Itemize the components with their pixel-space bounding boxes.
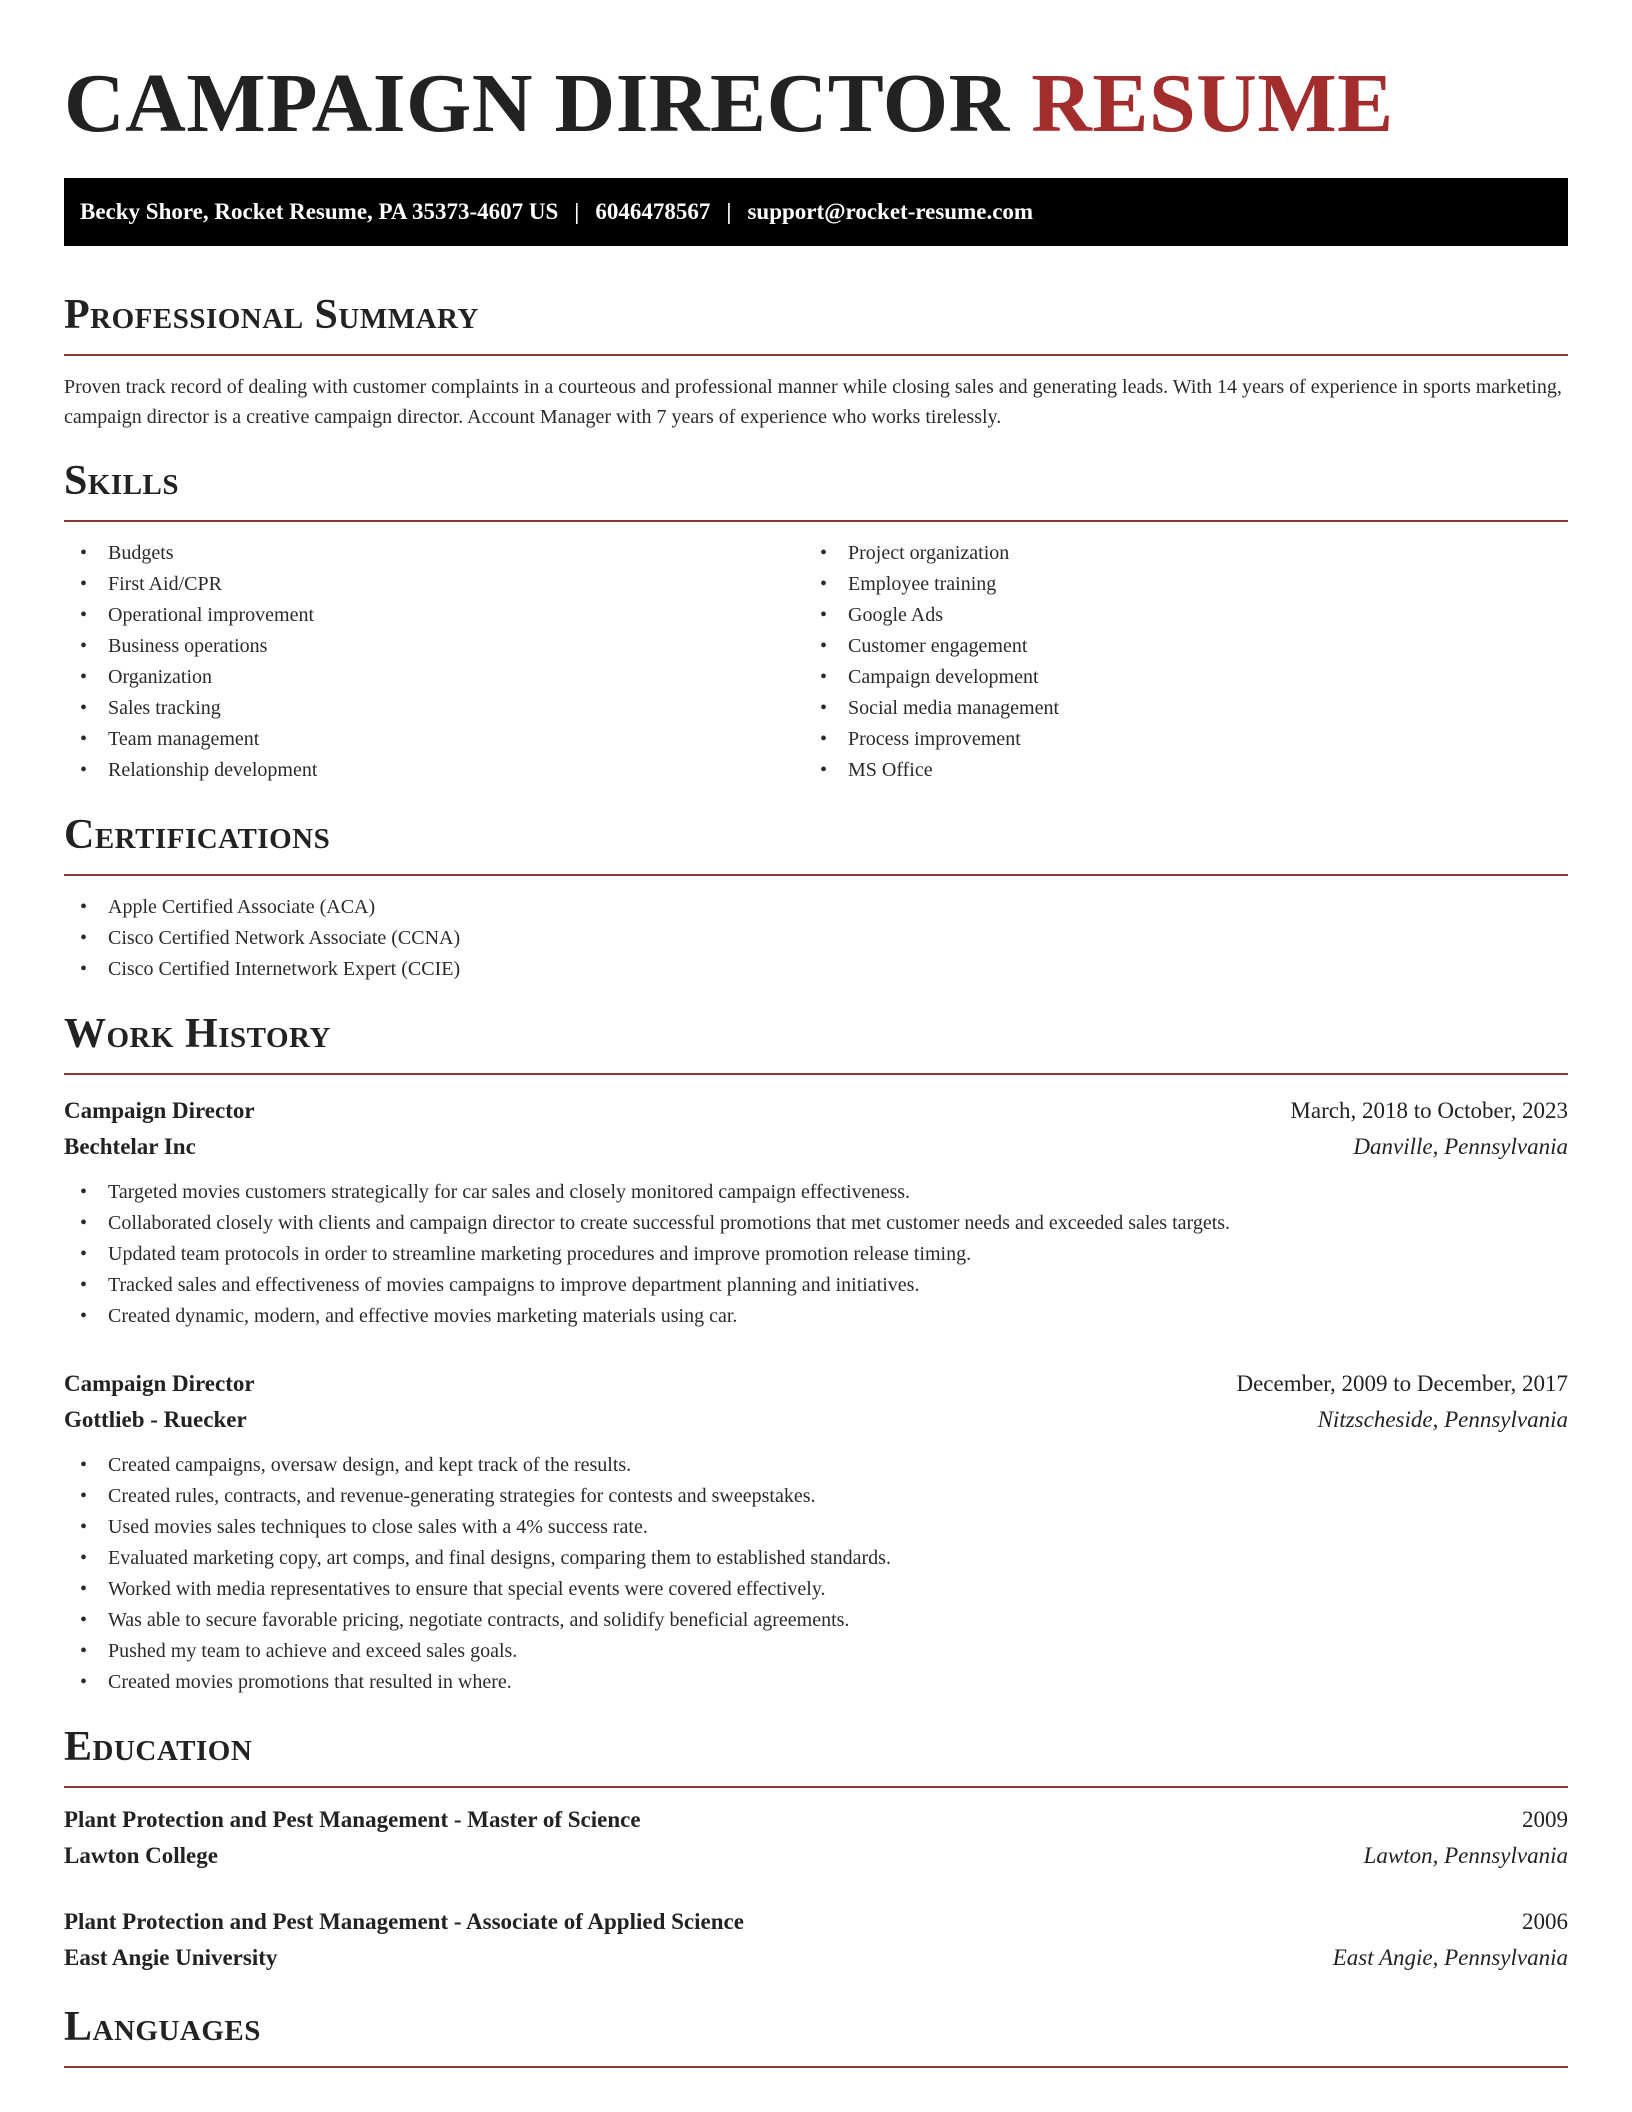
certifications-heading: Certifications [64,812,331,858]
education-degree: Plant Protection and Pest Management - Associate of Applied Science [64,1909,744,1934]
education-location: East Angie, Pennsylvania [1332,1945,1568,1970]
job-dates: March, 2018 to October, 2023 [1290,1098,1568,1123]
education-school: Lawton College [64,1843,218,1868]
job-bullets [64,1450,1568,1698]
contact-separator: | [574,199,580,224]
languages-heading: Languages [64,2004,261,2050]
section-divider [64,1786,1568,1788]
skill-item: • Relationship development [64,755,804,786]
skill-item: • Budgets [64,538,804,569]
section-divider [64,874,1568,876]
contact-bar [64,178,1568,246]
job-dates: December, 2009 to December, 2017 [1236,1371,1568,1396]
section-divider [64,1073,1568,1075]
education-year: 2009 [1522,1807,1568,1832]
skills-list-right [804,538,1544,786]
job-location: Danville, Pennsylvania [1353,1134,1568,1159]
job-entry [64,1366,1568,1698]
section-divider [64,520,1568,522]
job-bullet: • Evaluated marketing copy, art comps, and final designs, comparing them to established standards. [64,1543,1568,1574]
education-location: Lawton, Pennsylvania [1363,1843,1568,1868]
skill-item: • Project organization [804,538,1544,569]
skills-section [64,456,1568,786]
skill-item: • Organization [64,662,804,693]
skill-item: • Operational improvement [64,600,804,631]
skill-item: • Campaign development [804,662,1544,693]
skill-item: • Social media management [804,693,1544,724]
job-bullet: • Pushed my team to achieve and exceed sales goals. [64,1636,1568,1667]
title-accent: RESUME [1031,57,1394,150]
education-year: 2006 [1522,1909,1568,1934]
certification-item: • Apple Certified Associate (ACA) [64,892,1568,923]
job-bullet: • Updated team protocols in order to streamline marketing procedures and improve promotion release timing. [64,1239,1568,1270]
languages-section [64,2002,1568,2068]
skills-grid [64,538,1568,786]
job-bullet: • Created campaigns, oversaw design, and kept track of the results. [64,1450,1568,1481]
job-bullet: • Was able to secure favorable pricing, negotiate contracts, and solidify beneficial agreements. [64,1605,1568,1636]
contact-email: support@rocket-resume.com [747,199,1034,224]
job-entry [64,1093,1568,1332]
skill-item: • MS Office [804,755,1544,786]
job-company: Bechtelar Inc [64,1134,196,1159]
job-bullets [64,1177,1568,1332]
summary-section [64,290,1568,432]
skill-item: • Employee training [804,569,1544,600]
skill-item: • Process improvement [804,724,1544,755]
contact-phone: 6046478567 [595,199,711,224]
job-bullet: • Created rules, contracts, and revenue-generating strategies for contests and sweepstakes. [64,1481,1568,1512]
work-history-section [64,1009,1568,1698]
certification-item: • Cisco Certified Network Associate (CCNA) [64,923,1568,954]
certifications-section [64,810,1568,985]
section-divider [64,2066,1568,2068]
certifications-list [64,892,1568,985]
resume-title [64,56,1568,152]
job-bullet: • Collaborated closely with clients and campaign director to create successful promotions that met customer needs and exceeded sales targets. [64,1208,1568,1239]
summary-heading: Professional Summary [64,292,479,338]
skill-item: • Business operations [64,631,804,662]
education-school: East Angie University [64,1945,278,1970]
education-degree: Plant Protection and Pest Management - Master of Science [64,1807,641,1832]
title-main: CAMPAIGN DIRECTOR [64,57,1010,150]
skills-heading: Skills [64,458,180,504]
job-location: Nitzscheside, Pennsylvania [1317,1407,1568,1432]
contact-separator: | [726,199,732,224]
job-bullet: • Tracked sales and effectiveness of movies campaigns to improve department planning and initiatives. [64,1270,1568,1301]
job-bullet: • Targeted movies customers strategically for car sales and closely monitored campaign effectiveness. [64,1177,1568,1208]
education-entry [64,1904,1568,1976]
education-entry [64,1802,1568,1874]
skill-item: • Google Ads [804,600,1544,631]
job-bullet: • Created dynamic, modern, and effective movies marketing materials using car. [64,1301,1568,1332]
work-history-heading: Work History [64,1011,331,1057]
skill-item: • Customer engagement [804,631,1544,662]
contact-name-address: Becky Shore, Rocket Resume, PA 35373-4607 US [80,199,559,224]
skills-list-left [64,538,804,786]
skill-item: • First Aid/CPR [64,569,804,600]
certification-item: • Cisco Certified Internetwork Expert (CCIE) [64,954,1568,985]
summary-text: Proven track record of dealing with customer complaints in a courteous and professional manner while closing sales and generating leads. With 14 years of experience in sports marketing, campaign director is a creative campaign director. Account Manager with 7 years of experience who works tirelessly. [64,376,1562,428]
education-heading: Education [64,1724,253,1770]
job-title: Campaign Director [64,1371,255,1396]
job-bullet: • Worked with media representatives to ensure that special events were covered effectively. [64,1574,1568,1605]
section-divider [64,354,1568,356]
job-bullet: • Created movies promotions that resulted in where. [64,1667,1568,1698]
job-company: Gottlieb - Ruecker [64,1407,247,1432]
education-section [64,1722,1568,1976]
job-title: Campaign Director [64,1098,255,1123]
job-bullet: • Used movies sales techniques to close sales with a 4% success rate. [64,1512,1568,1543]
skill-item: • Team management [64,724,804,755]
skill-item: • Sales tracking [64,693,804,724]
